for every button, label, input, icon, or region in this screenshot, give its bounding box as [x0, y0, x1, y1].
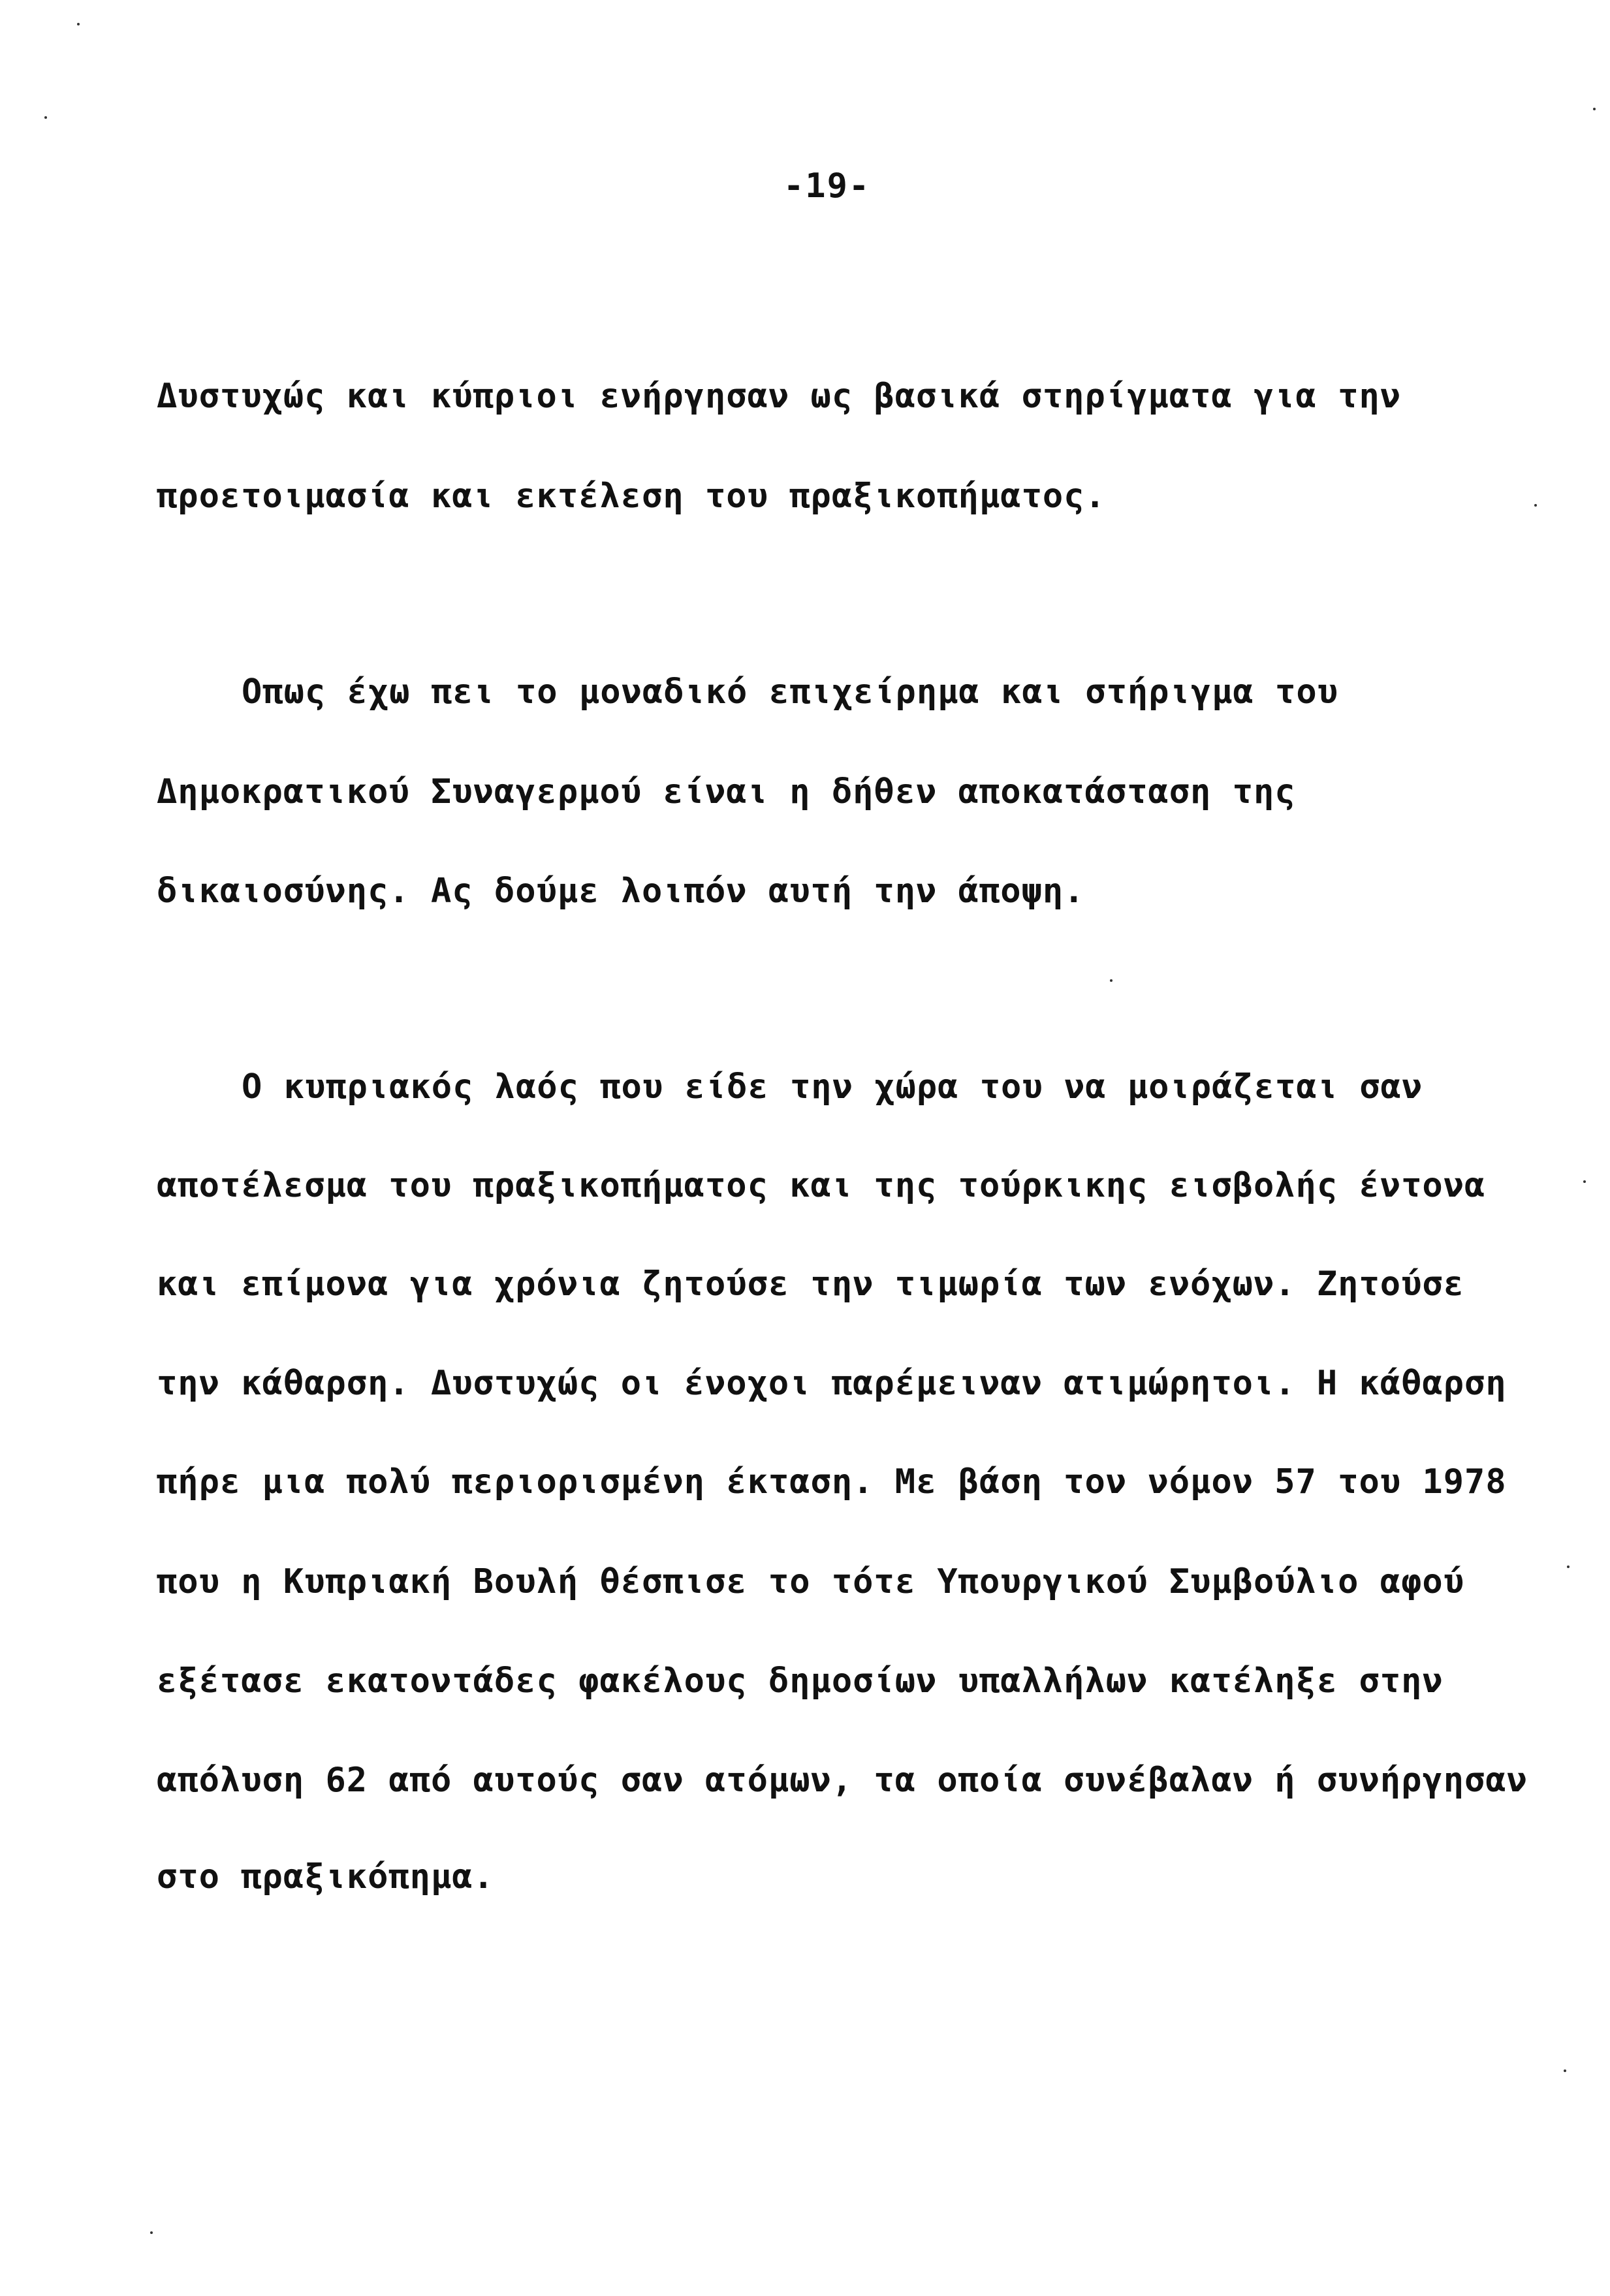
paragraph-3-line-7: εξέτασε εκατοντάδες φακέλους δημοσίων υπαλλήλων κατέληξε στην: [157, 1661, 1444, 1701]
scan-speck: [1567, 1565, 1570, 1568]
scan-speck: [150, 2231, 153, 2234]
scan-speck: [1564, 2069, 1566, 2072]
scan-speck: [44, 116, 47, 119]
paragraph-2-line-3: δικαιοσύνης. Ας δούμε λοιπόν αυτή την άποψη.: [157, 872, 1085, 911]
scan-speck: [1583, 1180, 1586, 1183]
paragraph-3-line-2: αποτέλεσμα του πραξικοπήματος και της τούρκικης εισβολής έντονα: [157, 1166, 1486, 1205]
paragraph-3-line-5: πήρε μια πολύ περιορισμένη έκταση. Με βάση τον νόμον 57 του 1978: [157, 1462, 1507, 1502]
paragraph-3-line-3: και επίμονα για χρόνια ζητούσε την τιμωρία των ενόχων. Ζητούσε: [157, 1265, 1465, 1304]
paragraph-3-line-9: στο πραξικόπημα.: [157, 1857, 494, 1896]
paragraph-3-line-8: απόλυση 62 από αυτούς σαν ατόμων, τα οποία συνέβαλαν ή συνήργησαν: [157, 1761, 1528, 1800]
scan-speck: [1534, 504, 1537, 507]
scan-speck: [1110, 979, 1113, 982]
paragraph-3-line-6: που η Κυπριακή Βουλή θέσπισε το τότε Υπουργικού Συμβούλιο αφού: [157, 1562, 1465, 1601]
paragraph-1-line-1: Δυστυχώς και κύπριοι ενήργησαν ως βασικά στηρίγματα για την: [157, 377, 1402, 416]
paragraph-1-line-2: προετοιμασία και εκτέλεση του πραξικοπήματος.: [157, 477, 1106, 516]
page-number: -19-: [783, 166, 871, 206]
paragraph-2-line-2: Δημοκρατικού Συναγερμού είναι η δήθεν αποκατάσταση της: [157, 772, 1296, 811]
paragraph-2-line-1: Οπως έχω πει το μοναδικό επιχείρημα και στήριγμα του: [242, 672, 1338, 712]
paragraph-3-line-1: Ο κυπριακός λαός που είδε την χώρα του να μοιράζεται σαν: [242, 1067, 1423, 1107]
scan-speck: [77, 23, 80, 25]
paragraph-3-line-4: την κάθαρση. Δυστυχώς οι ένοχοι παρέμειναν ατιμώρητοι. Η κάθαρση: [157, 1364, 1507, 1403]
scan-speck: [1593, 108, 1596, 110]
